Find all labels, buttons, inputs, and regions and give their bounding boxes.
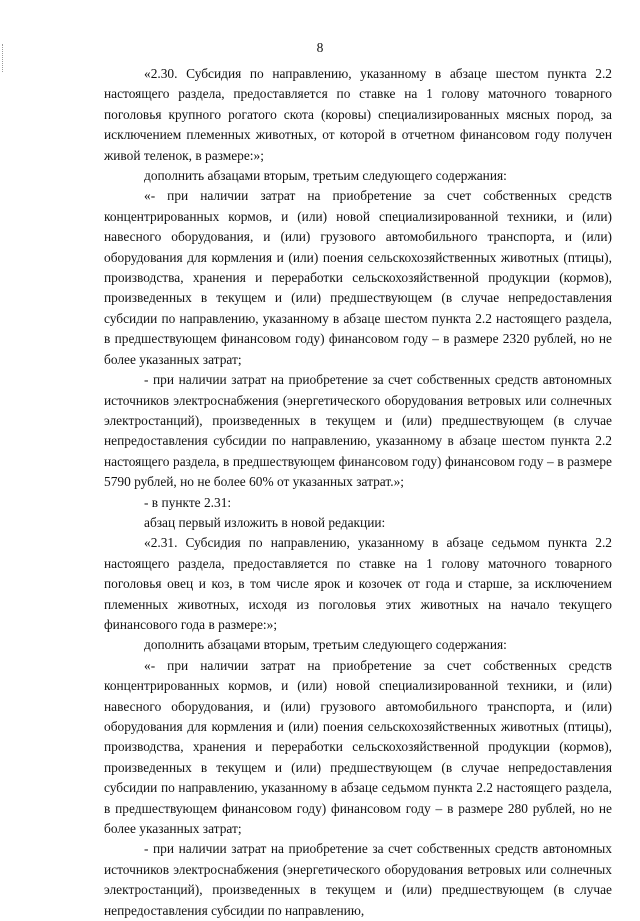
- paragraph-power-costs-sheep: - при наличии затрат на приобретение за счет собственных средств автономных источников электроснабжения (энергетического оборудования ветровых или солнечных электростанций), произведенных в текущем и (или) предшествующем (в случае непредоставления субсидии по направлению,: [104, 841, 612, 918]
- paragraph-add-clauses: дополнить абзацами вторым, третьим следующего содержания:: [144, 168, 507, 184]
- paragraph-feed-costs-sheep: «- при наличии затрат на приобретение за счет собственных средств концентрированных кормов, и (или) новой специализированной техники, и (или) навесного оборудования, и (или) грузового автомобильного транспорта, и (или) оборудования для кормления и (или) поения сельскохозяйственных животных (птицы), производства, хранения и переработки сельскохозяйственной продукции (кормов), произведенных в текущем и (или) предшествующем (в случае непредоставления субсидии по направлению, указанному в абзаце седьмом пункта 2.2 настоящего раздела, в предшествующем финансовом году) финансовом году – в размере 280 рублей, но не более указанных затрат;: [104, 657, 612, 837]
- paragraph-new-wording: абзац первый изложить в новой редакции:: [144, 514, 386, 530]
- document-body: [104, 64, 612, 921]
- paragraph-add-clauses-2: дополнить абзацами вторым, третьим следующего содержания:: [144, 637, 507, 653]
- paragraph-power-costs-cattle: - при наличии затрат на приобретение за счет собственных средств автономных источников электроснабжения (энергетического оборудования ветровых или солнечных электростанций), произведенных в текущем и (или) предшествующем (в случае непредоставления субсидии по направлению, указанному в абзаце шестом пункта 2.2 настоящего раздела, в предшествующем финансовом году) финансовом году – в размере 5790 рублей, но не более 60% от указанных затрат.»;: [104, 372, 612, 490]
- paragraph-feed-costs-cattle: «- при наличии затрат на приобретение за счет собственных средств концентрированных кормов, и (или) новой специализированной техники, и (или) навесного оборудования, и (или) грузового автомобильного транспорта, и (или) оборудования для кормления и (или) поения сельскохозяйственных животных (птицы), производства, хранения и переработки сельскохозяйственной продукции (кормов), произведенных в текущем и (или) предшествующем (в случае непредоставления субсидии по направлению, указанному в абзаце шестом пункта 2.2 настоящего раздела, в предшествующем финансовом году) финансовом году – в размере 2320 рублей, но не более указанных затрат;: [104, 188, 612, 367]
- page-number: 8: [316, 40, 324, 55]
- paragraph-2-31: «2.31. Субсидия по направлению, указанному в абзаце седьмом пункта 2.2 настоящего раздела, предоставляется по ставке на 1 голову маточного товарного поголовья овец и коз, в том числе ярок и козочек от года и старше, за исключением племенных животных, исходя из поголовья этих животных на начало текущего финансового года в размере:»;: [104, 535, 612, 632]
- paragraph-2-30: «2.30. Субсидия по направлению, указанному в абзаце шестом пункта 2.2 настоящего раздела, предоставляется по ставке на 1 голову маточного товарного поголовья крупного рогатого скота (коровы) специализированных мясных пород, за исключением племенных животных, от которой в отчетном финансовом году получен живой теленок, в размере:»;: [104, 66, 612, 163]
- paragraph-in-clause-2-31: - в пункте 2.31:: [144, 494, 232, 510]
